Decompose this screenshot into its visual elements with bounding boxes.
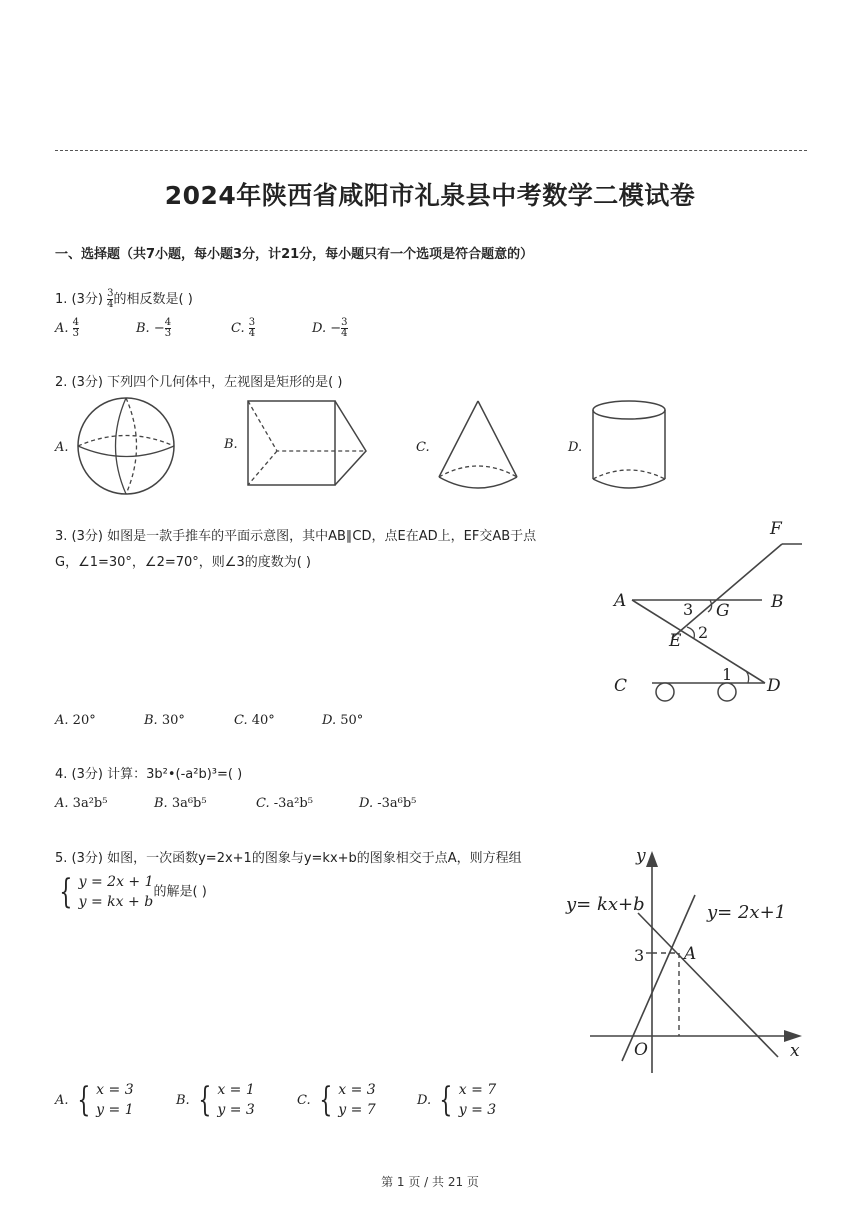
question-4: 4. (3分) 计算：3b²•(-a²b)³=( ) bbox=[55, 767, 243, 782]
label-c: C bbox=[614, 676, 628, 696]
cart-figure bbox=[610, 520, 810, 710]
section-heading: 一、选择题（共7小题，每小题3分，计21分，每小题只有一个选项是符合题意的） bbox=[55, 247, 534, 262]
prism-figure bbox=[246, 399, 368, 489]
question-text: 下列四个几何体中，左视图是矩形的是( ) bbox=[107, 375, 343, 390]
option-c[interactable]: C. $\frac{3}{4}$ bbox=[231, 317, 256, 339]
question-text-2: G，∠1=30°，∠2=70°，则∠3的度数为( ) bbox=[55, 555, 311, 570]
question-3: 3. (3分) 如图是一款手推车的平面示意图，其中AB∥CD，点E在AD上，EF交AB于点 G，∠1=30°，∠2=70°，则∠3的度数为( ) bbox=[55, 529, 537, 570]
option-c[interactable]: C. { x = 3 y = 7 bbox=[297, 1080, 376, 1120]
option-a[interactable]: A. $\frac{4}{3}$ bbox=[55, 317, 80, 339]
label-b: B bbox=[771, 592, 784, 612]
axis-label-y: y bbox=[636, 846, 646, 866]
question-points: (3分) bbox=[71, 292, 103, 307]
sphere-figure bbox=[75, 397, 177, 495]
label-g: G bbox=[716, 601, 730, 621]
angle-2-label: 2 bbox=[698, 623, 709, 642]
cone-figure bbox=[437, 399, 519, 491]
question-5: 5. (3分) 如图，一次函数y=2x+1的图象与y=kx+b的图象相交于点A，则方程组 bbox=[55, 851, 522, 866]
option-d[interactable]: D. bbox=[568, 440, 583, 455]
option-b[interactable]: B. − $\frac{4}{3}$ bbox=[136, 317, 172, 339]
option-a[interactable]: A. { x = 3 y = 1 bbox=[55, 1080, 134, 1120]
axis-label-x: x bbox=[790, 1041, 800, 1061]
option-d[interactable]: D. { x = 7 y = 3 bbox=[417, 1080, 497, 1120]
fraction: $\frac{3}{4}$ bbox=[107, 288, 114, 310]
option-a[interactable]: A. 20° bbox=[55, 713, 96, 728]
option-d[interactable]: D. − $\frac{3}{4}$ bbox=[312, 317, 348, 339]
option-c[interactable]: C. -3a²b⁵ bbox=[256, 796, 313, 811]
option-a[interactable]: A. bbox=[55, 440, 69, 455]
option-d[interactable]: D. 50° bbox=[322, 713, 364, 728]
line-label-2x1: y= 2x+1 bbox=[707, 902, 787, 923]
point-a-label: A bbox=[684, 944, 697, 964]
question-number: 1. bbox=[55, 292, 68, 307]
angle-3-label: 3 bbox=[683, 600, 694, 619]
question-text-2: 的解是( ) bbox=[153, 884, 207, 900]
option-d[interactable]: D. -3a⁶b⁵ bbox=[359, 796, 417, 811]
function-graph bbox=[560, 845, 810, 1080]
label-e: E bbox=[669, 631, 682, 651]
option-b[interactable]: B. 30° bbox=[144, 713, 185, 728]
option-c[interactable]: C. bbox=[416, 440, 430, 455]
page-title: 2024年陕西省咸阳市礼泉县中考数学二模试卷 bbox=[164, 181, 696, 210]
label-a: A bbox=[614, 591, 627, 611]
option-b[interactable]: B. { x = 1 y = 3 bbox=[176, 1080, 255, 1120]
angle-1-label: 1 bbox=[722, 665, 733, 684]
question-text: 计算：3b²•(-a²b)³=( ) bbox=[107, 767, 243, 782]
question-text: 如图，一次函数y=2x+1的图象与y=kx+b的图象相交于点A，则方程组 bbox=[107, 851, 522, 866]
origin-label: O bbox=[634, 1040, 648, 1060]
label-d: D bbox=[767, 676, 781, 696]
line-label-kxb: y= kx+b bbox=[566, 894, 645, 915]
question-text: 如图是一款手推车的平面示意图，其中AB∥CD，点E在AD上，EF交AB于点 bbox=[107, 529, 537, 544]
label-f: F bbox=[770, 519, 782, 539]
option-c[interactable]: C. 40° bbox=[234, 713, 275, 728]
question-2: 2. (3分) 下列四个几何体中，左视图是矩形的是( ) bbox=[55, 375, 343, 390]
option-a[interactable]: A. 3a²b⁵ bbox=[55, 796, 108, 811]
question-1 bbox=[55, 287, 193, 313]
header-divider bbox=[55, 150, 807, 151]
equation-system: { y = 2x + 1 y = kx + b 的解是( ) bbox=[59, 872, 207, 912]
page-footer: 第 1 页 / 共 21 页 bbox=[381, 1175, 479, 1189]
cylinder-figure bbox=[590, 399, 668, 493]
option-b[interactable]: B. bbox=[224, 437, 238, 452]
y-tick-3: 3 bbox=[634, 946, 645, 965]
option-b[interactable]: B. 3a⁶b⁵ bbox=[154, 796, 207, 811]
question-text: 的相反数是( ) bbox=[113, 292, 193, 307]
